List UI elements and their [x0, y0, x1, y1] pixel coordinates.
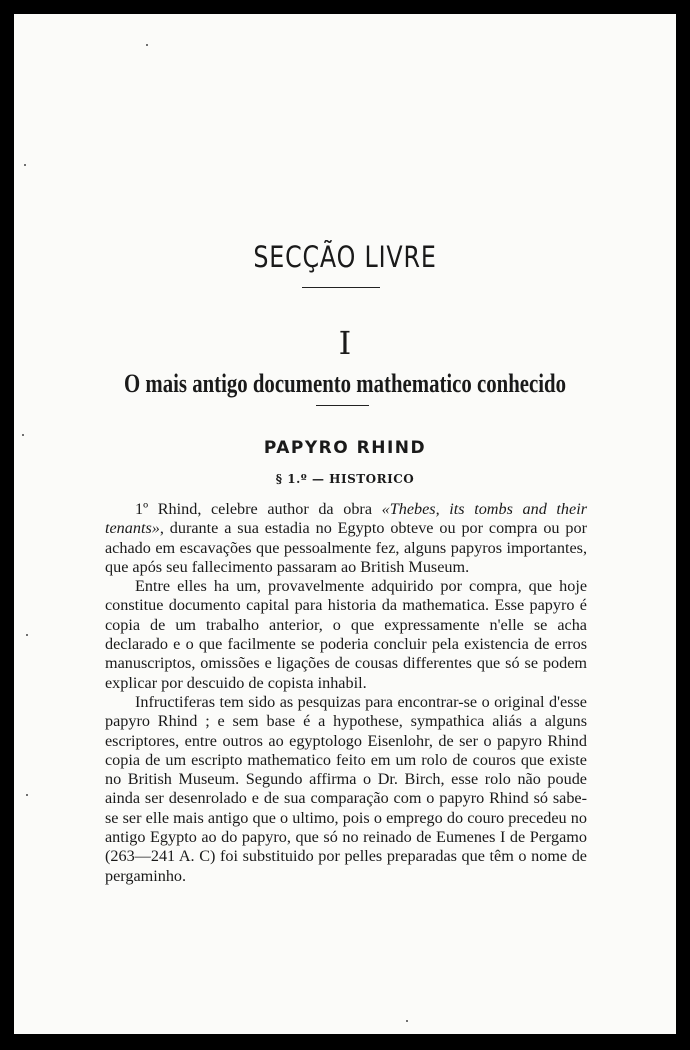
subtitle: PAPYRO RHIND [263, 438, 427, 458]
section-title: SECÇÃO LIVRE [253, 240, 437, 274]
scan-speck [146, 44, 148, 46]
title-divider [302, 287, 380, 288]
document-title: O mais antigo documento mathematico conhecido [124, 369, 566, 398]
paragraph-1-lead: 1º Rhind, celebre author da obra [135, 500, 382, 518]
chapter-numeral: I [338, 324, 352, 362]
scan-speck [26, 634, 28, 636]
paragraph-1-rest: , durante a sua estadia no Egypto obteve ou por compra ou por achado em escavações que pessoalmente fez, alguns papyros importantes, que após seu fallecimento passaram ao British Museum. [105, 519, 587, 576]
paragraph-3: Infructiferas tem sido as pesquizas para encontrar-se o original d'esse papyro Rhind ; e sem base é a hypothese, sympathica aliás a alguns escriptores, entre outros ao egyptologo Eisenlohr, de ser o papyro Rhind copia de um escripto mathematico feito em um rolo de couros que existe no British Museum. Segundo affirma o Dr. Birch, esse rolo não poude ainda ser desenrolado e de sua comparação com o papyro Rhind só sabe-se ser elle mais antigo que o ultimo, pois o emprego do couro precedeu no antigo Egypto ao do papyro, que só no reinado de Eumenes I de Pergamo (263—241 A. C) foi substituido por pelles preparadas que têm o nome de pergaminho. [105, 692, 587, 885]
paragraph-2: Entre elles ha um, provavelmente adquirido por compra, que hoje constitue documento capital para historia da mathematica. Esse papyro é copia de um trabalho anterior, o que expressamente n'elle se acha declarado e o que facilmente se poderia concluir pela existencia de erros manuscriptos, omissões e ligações de cousas differentes que só se podem explicar por descuido de copista inhabil. [105, 577, 587, 692]
scan-speck [22, 434, 24, 436]
scan-speck [26, 794, 28, 796]
subtitle-divider [316, 405, 369, 406]
page [14, 14, 676, 1034]
scan-speck [24, 164, 26, 166]
paragraph-1 [105, 500, 587, 577]
section-heading: § 1.º — HISTORICO [275, 472, 415, 486]
book-title: «Thebes, its tombs and their tenants» [105, 500, 587, 538]
scan-speck [406, 1020, 408, 1022]
body-text [105, 500, 587, 886]
